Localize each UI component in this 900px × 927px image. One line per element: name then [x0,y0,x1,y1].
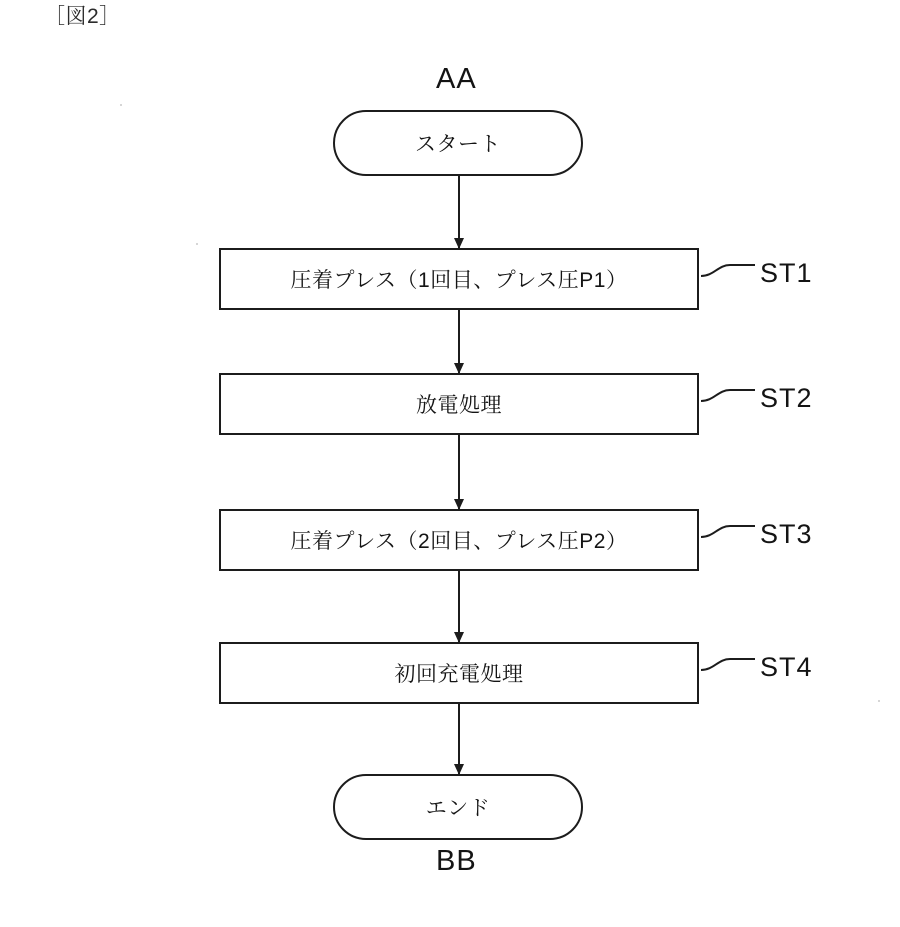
step-label-st1: ST1 [760,258,813,288]
flow-node-st1: 圧着プレス（1回目、プレス圧P1） [219,248,699,310]
flow-node-start: スタート [333,110,583,176]
flow-node-st3: 圧着プレス（2回目、プレス圧P2） [219,509,699,571]
scan-speck [878,700,880,702]
connector-st3-to-st4 [458,571,460,642]
step-label-st4: ST4 [760,652,813,682]
leader-line-st3 [700,523,756,539]
connector-st4-to-end [458,704,460,774]
leader-line-st4 [700,656,756,672]
connector-start-to-st1 [458,176,460,248]
flow-node-st2: 放電処理 [219,373,699,435]
step-label-st2: ST2 [760,383,813,413]
scan-speck [196,243,198,245]
scan-speck [120,104,122,106]
leader-line-st1 [700,262,756,278]
connector-st2-to-st3 [458,435,460,509]
step-label-st3: ST3 [760,519,813,549]
connector-st1-to-st2 [458,310,460,373]
leader-line-st2 [700,387,756,403]
figure-label: ［図2］ [44,5,121,28]
annotation-end-ref: BB [436,845,477,877]
flow-node-end: エンド [333,774,583,840]
flow-node-st4: 初回充電処理 [219,642,699,704]
annotation-start-ref: AA [436,63,477,95]
